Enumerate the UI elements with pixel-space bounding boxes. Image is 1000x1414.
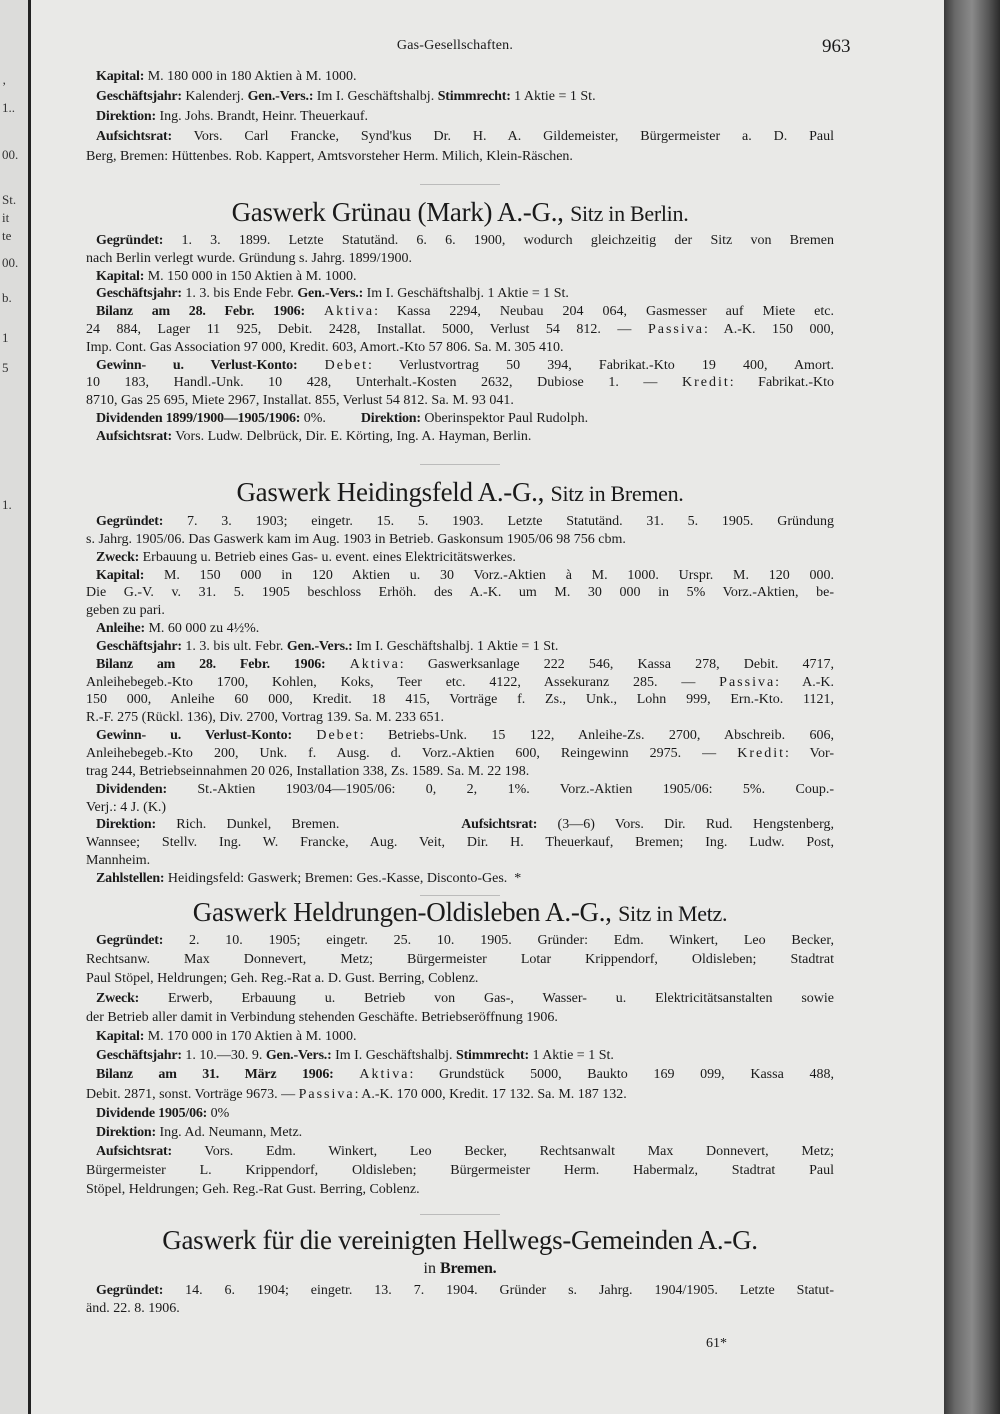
field-text: : Verlustvortrag 50 394, Fabrikat.-Kto 19 400, Amort.: [368, 357, 834, 373]
section-divider: [420, 1214, 500, 1215]
field-text: Im I. Geschäftshalbj.: [313, 89, 438, 104]
field-text: der Betrieb aller damit in Verbindung stehenden Geschäfte. Betriebseröffnung 1906.: [86, 1009, 558, 1025]
field-text: : A.-K.: [775, 674, 834, 690]
company-entry: [86, 933, 834, 1202]
text-line: [86, 746, 834, 764]
margin-fragment: St.: [2, 192, 17, 207]
field-text: Stöpel, Heldrungen; Geh. Reg.-Rat Gust. Berring, Coblenz.: [86, 1182, 420, 1198]
field-label: Gegründet:: [96, 933, 164, 948]
field-text: M. 180 000 in 180 Aktien à M. 1000.: [144, 69, 357, 84]
field-text: Debit. 2871, sonst. Vorträge 9673. —: [86, 1086, 299, 1102]
margin-fragment: 1..: [2, 100, 15, 115]
field-label: Direktion:: [96, 1124, 156, 1140]
text-line: [86, 782, 834, 800]
field-text: [334, 1067, 360, 1082]
field-text: Rich. Dunkel, Bremen.: [155, 817, 462, 833]
text-line: [86, 853, 834, 871]
text-line: [86, 585, 834, 603]
field-text: Rechtsanw. Max Donnevert, Metz; Bürgermeister Lotar Krippendorf, Oldisleben; Stadtrat: [86, 952, 834, 968]
field-label: Aufsichtsrat:: [96, 129, 172, 144]
company-entry: [86, 1283, 834, 1319]
field-label: Zahlstellen:: [96, 870, 165, 886]
spaced-label: Passiva: [719, 674, 776, 690]
text-line: [86, 621, 834, 639]
field-label: Gen.-Vers.:: [286, 638, 353, 654]
field-label: Gewinn- u. Verlust-Konto:: [96, 728, 292, 744]
text-line: [86, 800, 834, 818]
field-label: Bilanz am 28. Febr. 1906:: [96, 304, 305, 320]
field-text: : Gaswerksanlage 222 546, Kassa 278, Debit. 4717,: [399, 656, 835, 672]
text-line: [86, 603, 834, 621]
margin-fragment: 1.: [2, 497, 12, 512]
field-label: Kapital:: [96, 69, 145, 84]
field-label: Stimmrecht:: [456, 1048, 529, 1064]
field-label: Aufsichtsrat:: [96, 428, 172, 444]
field-text: M. 150 000 in 150 Aktien à M. 1000.: [144, 268, 357, 284]
field-text: Im I. Geschäftshalbj.: [331, 1048, 456, 1064]
field-text: 24 884, Lager 11 925, Debit. 2428, Installat. 5000, Verlust 54 812. —: [86, 321, 648, 337]
text-line: [86, 550, 834, 568]
spaced-label: Aktiva: [349, 656, 400, 672]
text-line: [86, 322, 834, 340]
field-label: Geschäftsjahr:: [96, 638, 182, 654]
field-text: : A.-K. 170 000, Kredit. 17 132. Sa. M. 187 132.: [354, 1086, 627, 1102]
field-text: 10 183, Handl.-Unk. 10 428, Unterhalt.-Kosten 2632, Dubiose 1. —: [86, 375, 682, 391]
company-name: Gaswerk Grünau (Mark) A.-G.,: [231, 197, 564, 227]
spaced-label: Aktiva: [323, 304, 375, 320]
field-text: Vors. Ludw. Delbrück, Dir. E. Körting, Ing. A. Hayman, Berlin.: [171, 428, 532, 444]
field-text: geben zu pari.: [86, 603, 165, 619]
text-line: [86, 233, 834, 251]
field-text: : Fabrikat.-Kto: [729, 375, 834, 391]
field-text: Bürgermeister L. Krippendorf, Oldisleben; Bürgermeister Herm. Habermalz, Stadtrat Paul: [86, 1163, 834, 1179]
spaced-label: Passiva: [298, 1086, 355, 1102]
field-label: Gen.-Vers.:: [297, 286, 364, 302]
field-text: : Kassa 2294, Neubau 204 064, Gasmesser auf Miete etc.: [374, 304, 834, 320]
scan-edge-shadow: [944, 0, 1000, 1414]
field-label: Zweck:: [96, 549, 140, 565]
field-text: : Vor-: [784, 745, 834, 761]
text-line: [86, 532, 834, 550]
field-text: trag 244, Betriebseinnahmen 20 026, Installation 338, Zs. 1589. Sa. M. 22 198.: [86, 763, 530, 779]
spaced-label: Kredit: [681, 375, 730, 391]
field-text: Verj.: 4 J. (K.): [86, 799, 167, 815]
field-text: 14. 6. 1904; eingetr. 13. 7. 1904. Gründer s. Jahrg. 1904/1905. Letzte Statut-: [163, 1283, 834, 1298]
text-line: [86, 1029, 834, 1048]
field-label: Direktion:: [96, 817, 156, 833]
company-entry: [86, 233, 834, 447]
text-line: [86, 971, 834, 990]
section-divider: [420, 464, 500, 465]
text-line: [86, 639, 834, 657]
margin-fragment: it: [2, 210, 10, 225]
field-text: 1. 3. 1899. Letzte Statutänd. 6. 6. 1900, wodurch gleichzeitig der Sitz von Bremen: [163, 233, 834, 248]
field-text: Erbauung u. Betrieb eines Gas- u. event. eines Elektricitätswerkes.: [139, 549, 516, 565]
field-text: Im I. Geschäftshalbj. 1 Aktie = 1 St.: [352, 638, 559, 654]
field-text: Anleihebegeb.-Kto 1700, Kohlen, Koks, Teer etc. 4122, Assekuranz 285. —: [86, 674, 720, 690]
company-name: Gaswerk für die vereinigten Hellwegs-Gemeinden A.-G.: [162, 1225, 758, 1255]
field-text: änd. 22. 8. 1906.: [86, 1301, 180, 1316]
field-label: Stimmrecht:: [437, 89, 511, 104]
field-label: Geschäftsjahr:: [96, 89, 182, 104]
company-seat: Sitz in Berlin.: [570, 201, 689, 226]
field-text: Paul Stöpel, Heldrungen; Geh. Reg.-Rat a. D. Gust. Berring, Coblenz.: [86, 971, 479, 987]
field-text: : Grundstück 5000, Baukto 169 099, Kassa 488,: [409, 1067, 835, 1083]
text-line: [86, 1163, 834, 1182]
field-label: Gegründet:: [96, 1283, 164, 1298]
field-text: St.-Aktien 1903/04—1905/06: 0, 2, 1%. Vorz.-Aktien 1905/06: 5%. Coup.-: [166, 781, 834, 797]
spaced-label: Passiva: [647, 321, 704, 337]
text-line: [86, 692, 834, 710]
field-label: Aufsichtsrat:: [461, 817, 538, 833]
text-line: [86, 817, 834, 835]
field-text: M. 150 000 in 120 Aktien u. 30 Vorz.-Aktien à M. 1000. Urspr. M. 120 000.: [144, 567, 834, 583]
field-text: 8710, Gas 25 695, Miete 2967, Installat. 855, Verlust 54 812. Sa. M. 93 041.: [86, 393, 514, 409]
text-line: [86, 393, 834, 411]
text-line: [86, 657, 834, 675]
text-line: [86, 375, 834, 393]
field-label: Kapital:: [96, 268, 145, 284]
field-text: Mannheim.: [86, 853, 151, 869]
margin-fragment: 00.: [2, 255, 19, 270]
text-line: [86, 1048, 834, 1067]
field-text: [305, 304, 324, 319]
company-name: Gaswerk Heidingsfeld A.-G.,: [236, 477, 545, 507]
field-text: (3—6) Vors. Dir. Rud. Hengstenberg,: [537, 817, 834, 833]
field-text: Imp. Cont. Gas Association 97 000, Kredit. 603, Amort.-Kto 57 806. Sa. M. 305 410.: [86, 339, 564, 355]
field-label: Gen.-Vers.:: [247, 89, 314, 104]
field-label: Dividende 1905/06:: [96, 1105, 208, 1121]
text-line: [86, 1106, 834, 1125]
margin-fragment: 1: [2, 330, 9, 345]
text-line: [86, 1144, 834, 1163]
field-text: 2. 10. 1905; eingetr. 25. 10. 1905. Gründer: Edm. Winkert, Leo Becker,: [163, 933, 834, 948]
text-line: [86, 304, 834, 322]
text-line: [86, 69, 834, 89]
text-line: [86, 675, 834, 693]
field-text: 7. 3. 1903; eingetr. 15. 5. 1903. Letzte Statutänd. 31. 5. 1905. Gründung: [163, 514, 834, 529]
field-label: Gewinn- u. Verlust-Konto:: [96, 357, 298, 373]
margin-fragment: 5: [2, 360, 9, 375]
text-line: [86, 269, 834, 287]
field-text: : Betriebs-Unk. 15 122, Anleihe-Zs. 2700, Abschreib. 606,: [359, 728, 835, 744]
field-label: Bilanz am 31. März 1906:: [96, 1067, 334, 1083]
field-text: M. 60 000 zu 4½%.: [144, 621, 260, 637]
company-name: Gaswerk Heldrungen-Oldisleben A.-G.,: [192, 897, 612, 927]
field-text: 0%: [207, 1105, 230, 1121]
field-text: Anleihebegeb.-Kto 200, Unk. f. Ausg. d. Vorz.-Aktien 600, Reingewinn 2975. —: [86, 745, 738, 761]
text-line: [86, 129, 834, 149]
field-label: Zweck:: [96, 990, 140, 1006]
company-seat: [0, 1260, 920, 1278]
text-line: [86, 1067, 834, 1086]
field-text: 1. 3. bis Ende Febr.: [181, 286, 298, 302]
field-text: 1. 10.—30. 9.: [181, 1048, 266, 1064]
field-text: Ing. Johs. Brandt, Heinr. Theuerkauf.: [155, 109, 368, 124]
field-label: Dividenden:: [96, 781, 167, 797]
field-text: [292, 728, 316, 743]
text-line: [86, 991, 834, 1010]
field-text: Kalenderj.: [181, 89, 248, 104]
text-line: [86, 728, 834, 746]
text-line: [86, 568, 834, 586]
company-entry: [86, 514, 834, 889]
text-line: [86, 251, 834, 269]
field-text: 0%.: [300, 410, 361, 426]
field-label: Kapital:: [96, 1028, 145, 1044]
field-label: Direktion:: [360, 410, 421, 426]
text-line: [86, 358, 834, 376]
field-text: 150 000, Anleihe 60 000, Kredit. 18 415, Vorträge f. Zs., Unk., Lohn 999, Ern.-Kto. 1121,: [86, 692, 834, 708]
field-text: R.-F. 275 (Rückl. 136), Div. 2700, Vortrag 139. Sa. M. 233 651.: [86, 710, 444, 726]
margin-fragment: ‚: [2, 72, 7, 87]
field-text: Wannsee; Stellv. Ing. W. Francke, Aug. Veit, Dir. H. Theuerkauf, Bremen; Ing. Ludw. Post,: [86, 835, 834, 851]
field-text: Vors. Carl Francke, Synd'kus Dr. H. A. Gildemeister, Bürgermeister a. D. Paul: [171, 129, 834, 144]
section-divider: [420, 895, 500, 896]
company-heading: [0, 897, 920, 929]
text-line: [86, 1125, 834, 1144]
running-head: Gas-Gesellschaften.: [396, 38, 514, 53]
field-label: Gegründet:: [96, 514, 164, 529]
text-line: [86, 340, 834, 358]
company-entry: [86, 69, 834, 169]
field-text: Oberinspektor Paul Rudolph.: [420, 410, 589, 426]
text-line: [86, 933, 834, 952]
field-text: Im I. Geschäftshalbj. 1 Aktie = 1 St.: [363, 286, 569, 302]
signature-mark: 61*: [706, 1336, 727, 1351]
spaced-label: Aktiva: [359, 1067, 410, 1083]
field-text: [297, 358, 324, 373]
spaced-label: Debet: [324, 357, 369, 373]
field-label: Geschäftsjahr:: [96, 286, 182, 302]
text-line: [86, 109, 834, 129]
field-text: Berg, Bremen: Hüttenbes. Rob. Kappert, Amtsvorsteher Herm. Milich, Klein-Räschen.: [86, 149, 573, 164]
spaced-label: Kredit: [737, 745, 785, 761]
text-line: [86, 1087, 834, 1106]
company-seat: Sitz in Metz.: [618, 901, 728, 926]
field-text: Die G.-V. v. 31. 5. 1905 beschloss Erhöh. des A.-K. um M. 30 000 in 5% Vorz.-Aktien, be-: [86, 585, 834, 601]
seat-city: Bremen.: [439, 1260, 497, 1277]
field-label: Geschäftsjahr:: [96, 1048, 182, 1064]
margin-fragment: 00.: [2, 147, 19, 162]
field-text: 1. 3. bis ult. Febr.: [181, 638, 287, 654]
text-line: [86, 764, 834, 782]
field-text: Ing. Ad. Neumann, Metz.: [155, 1124, 303, 1140]
page-number: 963: [822, 36, 851, 57]
text-line: [86, 286, 834, 304]
text-line: [86, 835, 834, 853]
seat-prefix: in: [423, 1260, 436, 1277]
company-heading: [0, 197, 920, 229]
section-divider: [420, 184, 500, 185]
field-text: [326, 657, 350, 672]
field-text: Erwerb, Erbauung u. Betrieb von Gas-, Wasser- u. Elektricitätsanstalten sowie: [139, 990, 834, 1006]
field-label: Gen.-Vers.:: [265, 1048, 332, 1064]
margin-fragment: te: [2, 228, 12, 243]
field-label: Anleihe:: [96, 621, 145, 637]
text-line: [86, 89, 834, 109]
text-line: [86, 514, 834, 532]
company-heading: [0, 477, 920, 509]
field-label: Aufsichtsrat:: [96, 1144, 172, 1160]
text-line: [86, 952, 834, 971]
field-text: 1 Aktie = 1 St.: [510, 89, 596, 104]
text-line: [86, 871, 834, 889]
text-line: [86, 149, 834, 169]
field-label: Bilanz am 28. Febr. 1906:: [96, 656, 326, 672]
text-line: [86, 1010, 834, 1029]
company-heading: [0, 1225, 920, 1255]
text-line: [86, 411, 834, 429]
field-label: Kapital:: [96, 567, 145, 583]
margin-fragment: b.: [2, 290, 12, 305]
field-text: Heidingsfeld: Gaswerk; Bremen: Ges.-Kasse, Disconto-Ges. *: [164, 870, 522, 886]
text-line: [86, 1283, 834, 1301]
field-text: nach Berlin verlegt wurde. Gründung s. Jahrg. 1899/1900.: [86, 250, 412, 266]
field-text: 1 Aktie = 1 St.: [528, 1048, 614, 1064]
field-label: Dividenden 1899/1900—1905/1906:: [96, 410, 301, 426]
field-text: s. Jahrg. 1905/06. Das Gaswerk kam im Aug. 1903 in Betrieb. Gaskonsum 1905/06 98 756 cbm.: [86, 531, 626, 547]
field-text: : A.-K. 150 000,: [703, 321, 835, 337]
field-label: Gegründet:: [96, 233, 164, 248]
field-text: M. 170 000 in 170 Aktien à M. 1000.: [144, 1028, 357, 1044]
text-line: [86, 710, 834, 728]
text-line: [86, 1182, 834, 1201]
company-seat: Sitz in Bremen.: [550, 481, 684, 506]
text-line: [86, 1301, 834, 1319]
field-label: Direktion:: [96, 109, 156, 124]
spaced-label: Debet: [316, 728, 360, 744]
field-text: Vors. Edm. Winkert, Leo Becker, Rechtsanwalt Max Donnevert, Metz;: [171, 1144, 834, 1160]
text-line: [86, 429, 834, 447]
